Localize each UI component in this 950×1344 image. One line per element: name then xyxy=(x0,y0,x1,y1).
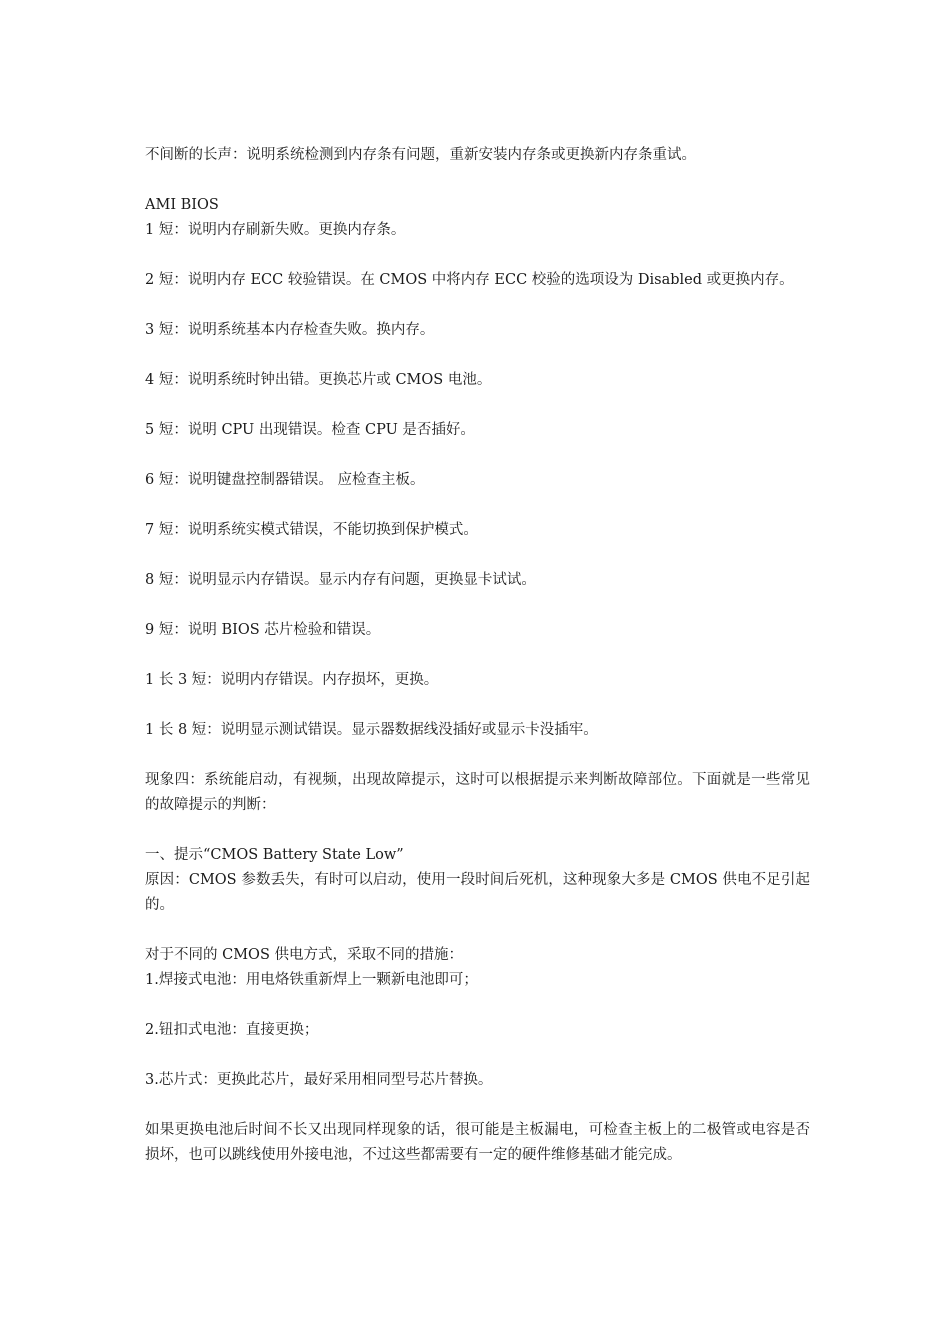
list-item-button-battery: 2.钮扣式电池：直接更换； xyxy=(145,1022,319,1038)
list-item-soldered-battery: 1.焊接式电池：用电烙铁重新焊上一颗新电池即可； xyxy=(145,972,478,988)
paragraph-1-long-8-short: 1 长 8 短：说明显示测试错误。显示器数据线没插好或显示卡没插牢。 xyxy=(145,722,598,738)
document-body xyxy=(145,143,810,1193)
list-item-chip-battery: 3.芯片式：更换此芯片，最好采用相同型号芯片替换。 xyxy=(145,1072,493,1088)
paragraph-1-long-3-short: 1 长 3 短：说明内存错误。内存损坏，更换。 xyxy=(145,672,439,688)
paragraph-4-short: 4 短：说明系统时钟出错。更换芯片或 CMOS 电池。 xyxy=(145,372,492,388)
paragraph-phenomenon-four: 现象四：系统能启动，有视频，出现故障提示，这时可以根据提示来判断故障部位。下面就是一些常见的故障提示的判断： xyxy=(145,772,810,813)
paragraph-2-short: 2 短：说明内存 ECC 较验错误。在 CMOS 中将内存 ECC 校验的选项设为 Disabled 或更换内存。 xyxy=(145,272,794,288)
paragraph-8-short: 8 短：说明显示内存错误。显示内存有问题，更换显卡试试。 xyxy=(145,572,536,588)
paragraph-motherboard-leak: 如果更换电池后时间不长又出现同样现象的话，很可能是主板漏电，可检查主板上的二极管或电容是否损坏，也可以跳线使用外接电池，不过这些都需要有一定的硬件维修基础才能完成。 xyxy=(145,1122,810,1163)
paragraph-cause: 原因：CMOS 参数丢失，有时可以启动，使用一段时间后死机，这种现象大多是 CMOS 供电不足引起的。 xyxy=(145,872,810,913)
paragraph-7-short: 7 短：说明系统实模式错误，不能切换到保护模式。 xyxy=(145,522,478,538)
paragraph-continuous-long-beep: 不间断的长声：说明系统检测到内存条有问题，重新安装内存条或更换新内存条重试。 xyxy=(145,147,696,163)
paragraph-5-short: 5 短：说明 CPU 出现错误。检查 CPU 是否插好。 xyxy=(145,422,475,438)
paragraph-9-short: 9 短：说明 BIOS 芯片检验和错误。 xyxy=(145,622,381,638)
paragraph-6-short: 6 短：说明键盘控制器错误。 应检查主板。 xyxy=(145,472,425,488)
heading-cmos-battery-state-low: 一、提示“CMOS Battery State Low” xyxy=(145,847,404,863)
section-heading-ami-bios: AMI BIOS xyxy=(145,197,219,213)
paragraph-measures-intro: 对于不同的 CMOS 供电方式，采取不同的措施： xyxy=(145,947,463,963)
paragraph-3-short: 3 短：说明系统基本内存检查失败。换内存。 xyxy=(145,322,435,338)
paragraph-1-short: 1 短：说明内存刷新失败。更换内存条。 xyxy=(145,222,406,238)
